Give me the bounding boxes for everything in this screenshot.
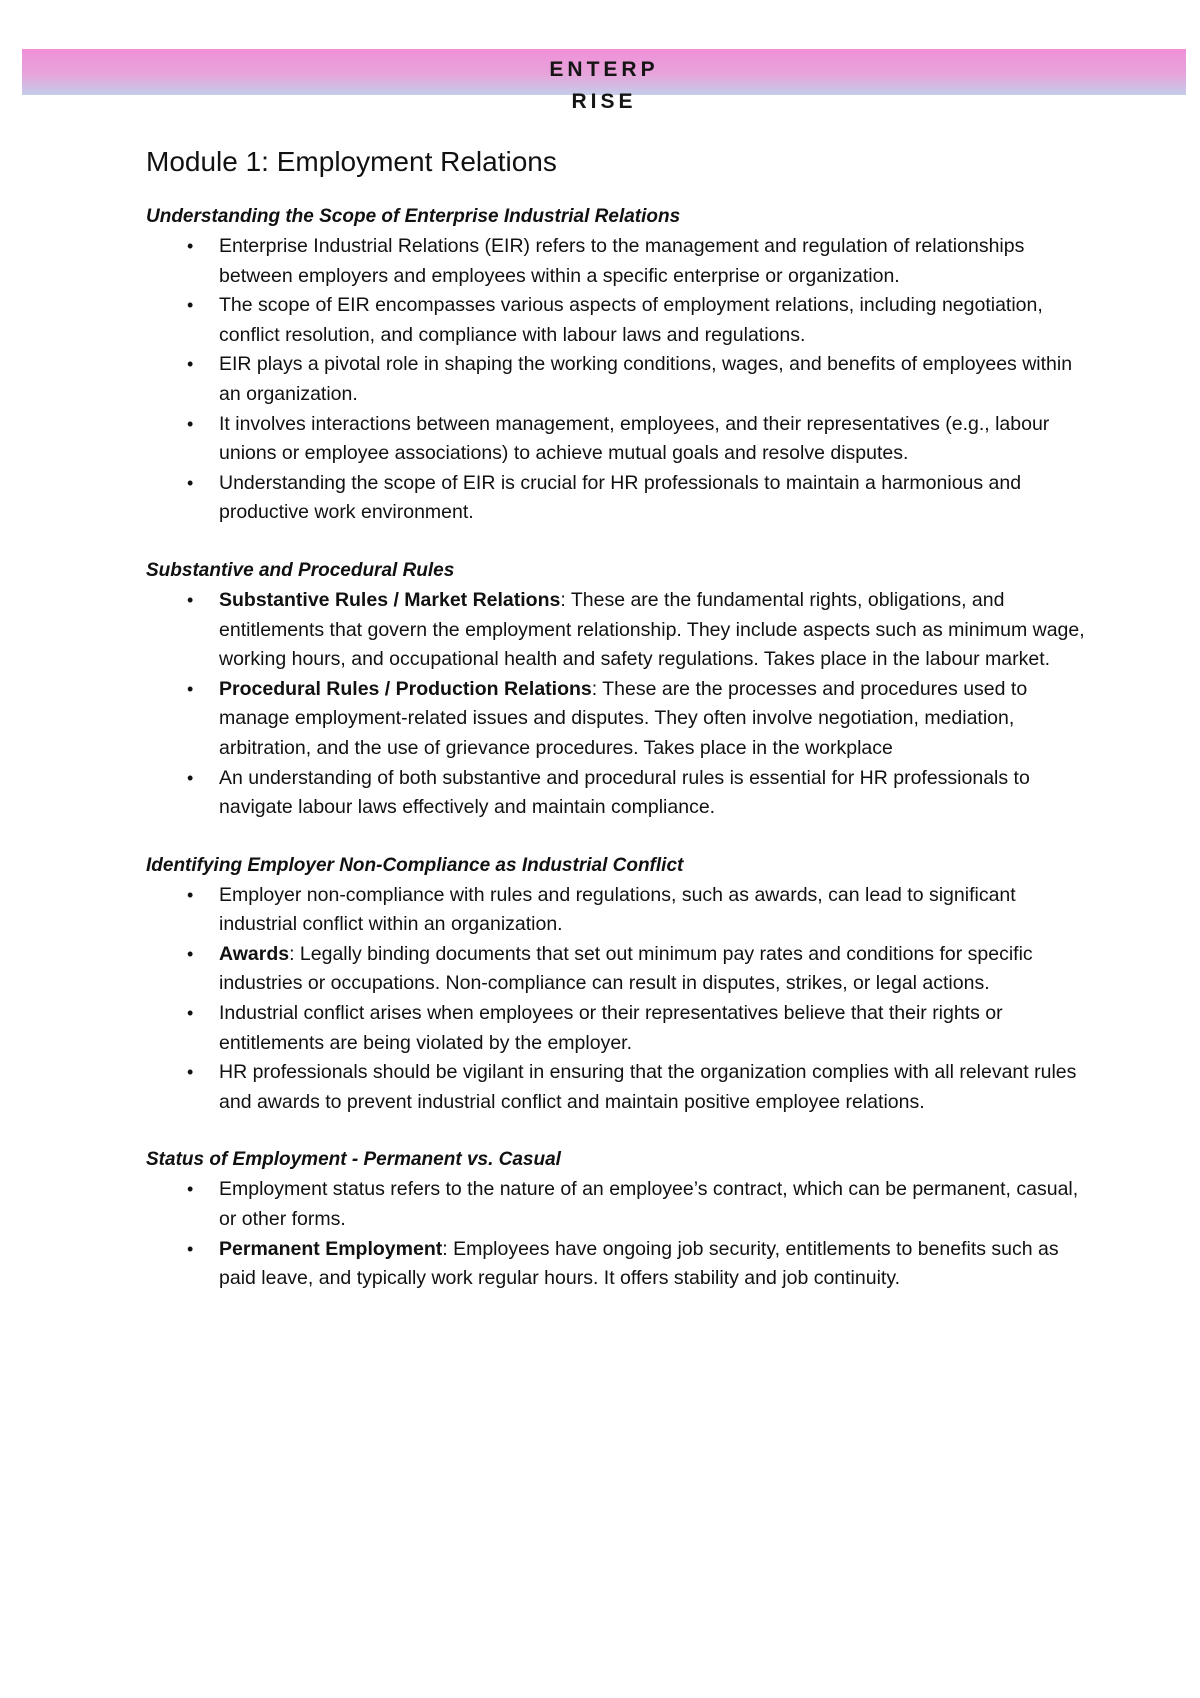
section-noncompliance <box>146 851 1086 1118</box>
bullet-icon: • <box>187 767 194 788</box>
list-item <box>146 881 1086 940</box>
bullet-icon: • <box>187 943 194 964</box>
item-text: The scope of EIR encompasses various aspects of employment relations, including negotiation, conflict resolution, and compliance with labour laws and regulations. <box>219 294 1043 346</box>
list-item <box>146 764 1086 823</box>
bullet-icon: • <box>187 1062 194 1083</box>
list-item <box>146 232 1086 291</box>
list-item <box>146 350 1086 409</box>
list-item <box>146 940 1086 999</box>
item-term: Procedural Rules / Production Relations <box>219 677 592 700</box>
list-item <box>146 410 1086 469</box>
item-text: HR professionals should be vigilant in ensuring that the organization complies with all relevant rules and awards to prevent industrial conflict and maintain positive employee relations. <box>219 1061 1077 1113</box>
section-heading: Identifying Employer Non-Compliance as Industrial Conflict <box>146 854 684 876</box>
item-term: Substantive Rules / Market Relations <box>219 588 561 611</box>
bullet-icon: • <box>187 413 194 434</box>
item-text: Understanding the scope of EIR is crucial for HR professionals to maintain a harmonious and productive work environment. <box>219 471 1022 524</box>
item-text: It involves interactions between management, employees, and their representatives (e.g., labour unions or employee associations) to achieve mutual goals and resolve disputes. <box>219 412 1050 465</box>
section-heading: Understanding the Scope of Enterprise Industrial Relations <box>146 206 681 227</box>
bullet-icon: • <box>187 884 194 905</box>
bullet-icon: • <box>187 472 194 493</box>
document-body <box>146 146 1086 1322</box>
section-heading: Status of Employment - Permanent vs. Casual <box>146 1149 561 1171</box>
bullet-icon: • <box>187 295 194 316</box>
list-item <box>146 999 1086 1058</box>
banner-overflow-text: RISE <box>571 90 637 113</box>
item-text: : Employees have ongoing job security, entitlements to benefits such as paid leave, and typically work regular hours. It offers stability and job continuity. <box>219 1237 1059 1290</box>
bullet-list <box>146 1175 1086 1293</box>
item-text: Industrial conflict arises when employees or their representatives believe that their rights or entitlements are being violated by the employer. <box>219 1002 1003 1054</box>
list-item <box>146 1175 1086 1234</box>
list-item <box>146 469 1086 528</box>
list-item <box>146 291 1086 350</box>
section-employment-status <box>146 1145 1086 1293</box>
list-item <box>146 1235 1086 1294</box>
item-text: : Legally binding documents that set out minimum pay rates and conditions for specific industries or occupations. Non-compliance can result in disputes, strikes, or legal actions. <box>219 942 1033 995</box>
bullet-icon: • <box>187 236 194 256</box>
item-text: An understanding of both substantive and procedural rules is essential for HR professionals to navigate labour laws effectively and maintain compliance. <box>219 766 1030 819</box>
item-term: Awards <box>219 942 290 965</box>
bullet-icon: • <box>187 678 194 699</box>
bullet-list <box>146 881 1086 1118</box>
item-text: : These are the fundamental rights, obligations, and entitlements that govern the employment relationship. They include aspects such as minimum wage, working hours, and occupational health and safety regulations. Takes place in the labour market. <box>219 588 1085 671</box>
banner-title: ENTERP <box>549 58 659 81</box>
header-banner <box>22 49 1186 113</box>
item-text: : These are the processes and procedures used to manage employment-related issues and disputes. They often involve negotiation, mediation, arbitration, and the use of grievance procedures. Takes place in the workplace <box>219 677 1028 759</box>
bullet-icon: • <box>187 589 194 610</box>
bullet-list <box>146 232 1086 528</box>
page-title: Module 1: Employment Relations <box>146 146 557 177</box>
item-term: Permanent Employment <box>219 1237 443 1260</box>
bullet-icon: • <box>187 354 194 375</box>
list-item <box>146 1058 1086 1117</box>
list-item <box>146 586 1086 675</box>
section-scope <box>146 202 1086 528</box>
bullet-icon: • <box>187 1003 194 1024</box>
bullet-icon: • <box>187 1238 194 1259</box>
item-text: Employment status refers to the nature of an employee’s contract, which can be permanent, casual, or other forms. <box>219 1178 1079 1231</box>
section-heading: Substantive and Procedural Rules <box>146 559 455 581</box>
list-item <box>146 675 1086 764</box>
section-rules <box>146 556 1086 823</box>
bullet-icon: • <box>187 1179 194 1200</box>
item-text: Employer non-compliance with rules and regulations, such as awards, can lead to significant industrial conflict within an organization. <box>219 883 1016 936</box>
bullet-list <box>146 586 1086 823</box>
item-text: EIR plays a pivotal role in shaping the working conditions, wages, and benefits of employees within an organization. <box>219 353 1073 405</box>
item-text: Enterprise Industrial Relations (EIR) refers to the management and regulation of relationships between employers and employees within a specific enterprise or organization. <box>219 235 1025 287</box>
